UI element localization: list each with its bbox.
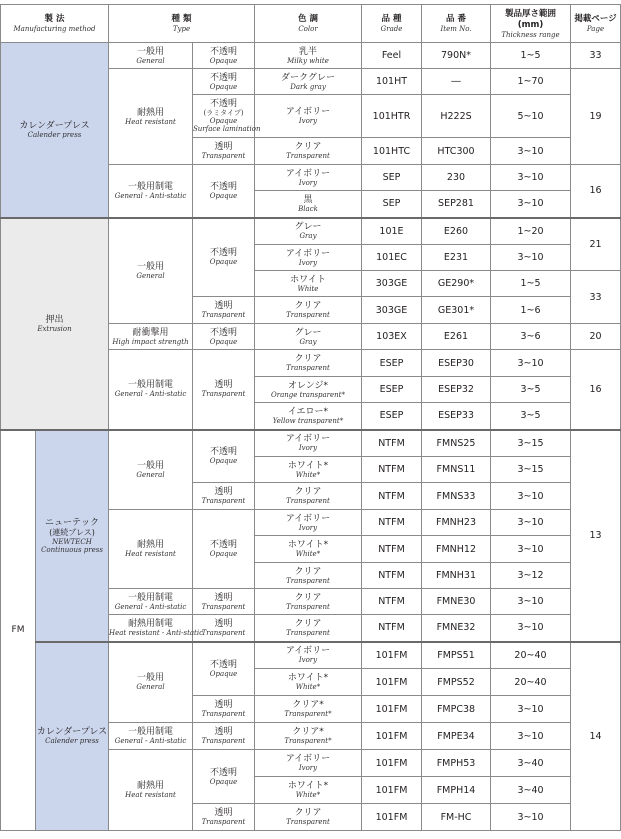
item-cell: H222S: [422, 95, 491, 138]
opacity-cell: 不透明 Opaque: [193, 642, 255, 696]
type-cell: 一般用 General: [109, 43, 193, 69]
thickness-cell: 3~15: [491, 430, 571, 457]
type-cell: 一般用制電 General - Anti-static: [109, 589, 193, 615]
thickness-cell: 3~5: [491, 403, 571, 430]
color-cell: クリア Transparent: [255, 563, 362, 589]
item-cell: FMPE34: [422, 723, 491, 750]
opacity-cell: 透明 Transparent: [193, 696, 255, 723]
opacity-cell: 不透明 Opaque: [193, 69, 255, 95]
opacity-cell: 不透明 Opaque: [193, 750, 255, 804]
method-extrusion: 押出 Extrusion: [1, 218, 109, 430]
opacity-cell: 透明 Transparent: [193, 589, 255, 615]
grade-cell: Feel: [362, 43, 422, 69]
grade-cell: 103EX: [362, 324, 422, 350]
grade-cell: NTFM: [362, 615, 422, 642]
item-cell: FM-HC: [422, 804, 491, 831]
thickness-cell: 1~6: [491, 297, 571, 324]
thickness-cell: 20~40: [491, 669, 571, 696]
thickness-cell: 3~10: [491, 510, 571, 536]
opacity-cell: 透明 Transparent: [193, 297, 255, 324]
opacity-cell: 透明 Transparent: [193, 350, 255, 430]
item-cell: FMPS51: [422, 642, 491, 669]
grade-cell: 101HTC: [362, 138, 422, 165]
thickness-cell: 20~40: [491, 642, 571, 669]
color-cell: アイボリー Ivory: [255, 510, 362, 536]
opacity-cell: 不透明 Opaque: [193, 218, 255, 297]
opacity-cell: 不透明 Opaque: [193, 43, 255, 69]
thickness-cell: 3~15: [491, 457, 571, 483]
header-grade: 品 種 Grade: [362, 5, 422, 43]
item-cell: FMNH12: [422, 536, 491, 563]
color-cell: グレー Gray: [255, 218, 362, 245]
page-cell: 20: [571, 324, 621, 350]
product-table: [0, 4, 621, 831]
opacity-cell: 不透明 Opaque: [193, 430, 255, 483]
table-row: [1, 430, 621, 457]
color-cell: ダークグレー Dark gray: [255, 69, 362, 95]
thickness-cell: 3~10: [491, 483, 571, 510]
page-cell: 21: [571, 218, 621, 271]
item-cell: E260: [422, 218, 491, 245]
thickness-cell: 3~40: [491, 750, 571, 777]
color-cell: クリア Transparent: [255, 350, 362, 377]
grade-cell: 101HT: [362, 69, 422, 95]
thickness-cell: 1~5: [491, 271, 571, 297]
grade-cell: 101HTR: [362, 95, 422, 138]
opacity-cell: 不透明 Opaque: [193, 165, 255, 218]
type-cell: 耐熱用 Heat resistant: [109, 510, 193, 589]
grade-cell: NTFM: [362, 510, 422, 536]
header-type: 種 類 Type: [109, 5, 255, 43]
grade-cell: NTFM: [362, 589, 422, 615]
color-cell: アイボリー Ivory: [255, 245, 362, 271]
grade-cell: 101E: [362, 218, 422, 245]
page-cell: 19: [571, 69, 621, 165]
color-cell: クリア* Transparent*: [255, 723, 362, 750]
item-cell: HTC300: [422, 138, 491, 165]
color-cell: ホワイト* White*: [255, 669, 362, 696]
grade-cell: 101FM: [362, 723, 422, 750]
color-cell: クリア Transparent: [255, 589, 362, 615]
item-cell: ―: [422, 69, 491, 95]
opacity-cell: 透明 Transparent: [193, 804, 255, 831]
item-cell: ESEP30: [422, 350, 491, 377]
thickness-cell: 3~12: [491, 563, 571, 589]
header-color: 色 調 Color: [255, 5, 362, 43]
item-cell: 230: [422, 165, 491, 191]
color-cell: クリア* Transparent*: [255, 696, 362, 723]
item-cell: FMPS52: [422, 669, 491, 696]
type-cell: 一般用制電 General - Anti-static: [109, 350, 193, 430]
opacity-cell: 透明 Transparent: [193, 615, 255, 642]
table-row: [1, 642, 621, 669]
item-cell: FMNE30: [422, 589, 491, 615]
method-fm: FM: [1, 430, 36, 831]
grade-cell: NTFM: [362, 536, 422, 563]
thickness-cell: 3~10: [491, 696, 571, 723]
header-page: 掲載ページ Page: [571, 5, 621, 43]
item-cell: 790N*: [422, 43, 491, 69]
thickness-cell: 3~6: [491, 324, 571, 350]
color-cell: アイボリー Ivory: [255, 430, 362, 457]
thickness-cell: 3~10: [491, 245, 571, 271]
item-cell: E261: [422, 324, 491, 350]
thickness-cell: 1~20: [491, 218, 571, 245]
header-item: 品 番 Item No.: [422, 5, 491, 43]
grade-cell: ESEP: [362, 403, 422, 430]
type-cell: 一般用 General: [109, 642, 193, 723]
item-cell: E231: [422, 245, 491, 271]
method-calender-fm: カレンダープレス Calender press: [36, 642, 109, 831]
color-cell: クリア Transparent: [255, 483, 362, 510]
header-row: [1, 5, 621, 43]
type-cell: 耐熱用 Heat resistant: [109, 69, 193, 165]
thickness-cell: 3~10: [491, 615, 571, 642]
color-cell: アイボリー Ivory: [255, 750, 362, 777]
item-cell: FMNS25: [422, 430, 491, 457]
thickness-cell: 1~70: [491, 69, 571, 95]
opacity-cell: 透明 Transparent: [193, 138, 255, 165]
method-calender: カレンダープレス Calender press: [1, 43, 109, 218]
grade-cell: 101FM: [362, 804, 422, 831]
grade-cell: NTFM: [362, 563, 422, 589]
page-cell: 16: [571, 165, 621, 218]
item-cell: GE301*: [422, 297, 491, 324]
table-row: [1, 43, 621, 69]
opacity-cell: 透明 Transparent: [193, 483, 255, 510]
item-cell: FMPH14: [422, 777, 491, 804]
item-cell: ESEP33: [422, 403, 491, 430]
color-cell: アイボリー Ivory: [255, 165, 362, 191]
grade-cell: NTFM: [362, 483, 422, 510]
page-cell: 16: [571, 350, 621, 430]
grade-cell: NTFM: [362, 457, 422, 483]
page-cell: 33: [571, 271, 621, 324]
item-cell: FMNS11: [422, 457, 491, 483]
thickness-cell: 3~10: [491, 350, 571, 377]
opacity-cell: 不透明 (ラミタイプ) Opaque Surface lamination: [193, 95, 255, 138]
type-cell: 一般用 General: [109, 218, 193, 324]
item-cell: ESEP32: [422, 377, 491, 403]
thickness-cell: 3~10: [491, 723, 571, 750]
color-cell: 黒 Black: [255, 191, 362, 218]
grade-cell: 303GE: [362, 271, 422, 297]
color-cell: クリア Transparent: [255, 615, 362, 642]
grade-cell: SEP: [362, 191, 422, 218]
color-cell: クリア Transparent: [255, 297, 362, 324]
color-cell: ホワイト* White*: [255, 536, 362, 563]
type-cell: 耐熱用 Heat resistant: [109, 750, 193, 831]
item-cell: FMNH31: [422, 563, 491, 589]
color-cell: ホワイト* White*: [255, 457, 362, 483]
item-cell: GE290*: [422, 271, 491, 297]
type-cell: 一般用制電 General - Anti-static: [109, 165, 193, 218]
header-method: 製 法 Manufacturing method: [1, 5, 109, 43]
thickness-cell: 3~10: [491, 165, 571, 191]
color-cell: イエロー* Yellow transparent*: [255, 403, 362, 430]
color-cell: グレー Gray: [255, 324, 362, 350]
thickness-cell: 3~5: [491, 377, 571, 403]
color-cell: オレンジ* Orange transparent*: [255, 377, 362, 403]
type-cell: 耐熱用制電 Heat resistant - Anti-static: [109, 615, 193, 642]
color-cell: クリア Transparent: [255, 804, 362, 831]
thickness-cell: 1~5: [491, 43, 571, 69]
item-cell: FMNE32: [422, 615, 491, 642]
grade-cell: ESEP: [362, 350, 422, 377]
opacity-cell: 不透明 Opaque: [193, 510, 255, 589]
item-cell: FMPH53: [422, 750, 491, 777]
page-cell: 13: [571, 430, 621, 642]
thickness-cell: 5~10: [491, 95, 571, 138]
thickness-cell: 3~10: [491, 804, 571, 831]
thickness-cell: 3~10: [491, 138, 571, 165]
grade-cell: 101FM: [362, 669, 422, 696]
type-cell: 一般用 General: [109, 430, 193, 510]
page-cell: 33: [571, 43, 621, 69]
color-cell: 乳半 Milky white: [255, 43, 362, 69]
thickness-cell: 3~40: [491, 777, 571, 804]
grade-cell: ESEP: [362, 377, 422, 403]
type-cell: 耐衝撃用 High impact strength: [109, 324, 193, 350]
page-cell: 14: [571, 642, 621, 831]
color-cell: アイボリー Ivory: [255, 95, 362, 138]
item-cell: FMNS33: [422, 483, 491, 510]
grade-cell: 303GE: [362, 297, 422, 324]
table-row: [1, 218, 621, 245]
grade-cell: 101FM: [362, 696, 422, 723]
grade-cell: NTFM: [362, 430, 422, 457]
method-newtech: ニューテック (連続プレス) NEWTECH Continuous press: [36, 430, 109, 642]
color-cell: アイボリー Ivory: [255, 642, 362, 669]
thickness-cell: 3~10: [491, 191, 571, 218]
thickness-cell: 3~10: [491, 589, 571, 615]
color-cell: クリア Transparent: [255, 138, 362, 165]
color-cell: ホワイト White: [255, 271, 362, 297]
grade-cell: 101FM: [362, 750, 422, 777]
type-cell: 一般用制電 General - Anti-static: [109, 723, 193, 750]
item-cell: SEP281: [422, 191, 491, 218]
grade-cell: 101FM: [362, 642, 422, 669]
item-cell: FMNH23: [422, 510, 491, 536]
grade-cell: SEP: [362, 165, 422, 191]
opacity-cell: 透明 Transparent: [193, 723, 255, 750]
header-thickness: 製品厚さ範囲 (mm) Thickness range: [491, 5, 571, 43]
color-cell: ホワイト* White*: [255, 777, 362, 804]
opacity-cell: 不透明 Opaque: [193, 324, 255, 350]
grade-cell: 101FM: [362, 777, 422, 804]
thickness-cell: 3~10: [491, 536, 571, 563]
item-cell: FMPC38: [422, 696, 491, 723]
grade-cell: 101EC: [362, 245, 422, 271]
